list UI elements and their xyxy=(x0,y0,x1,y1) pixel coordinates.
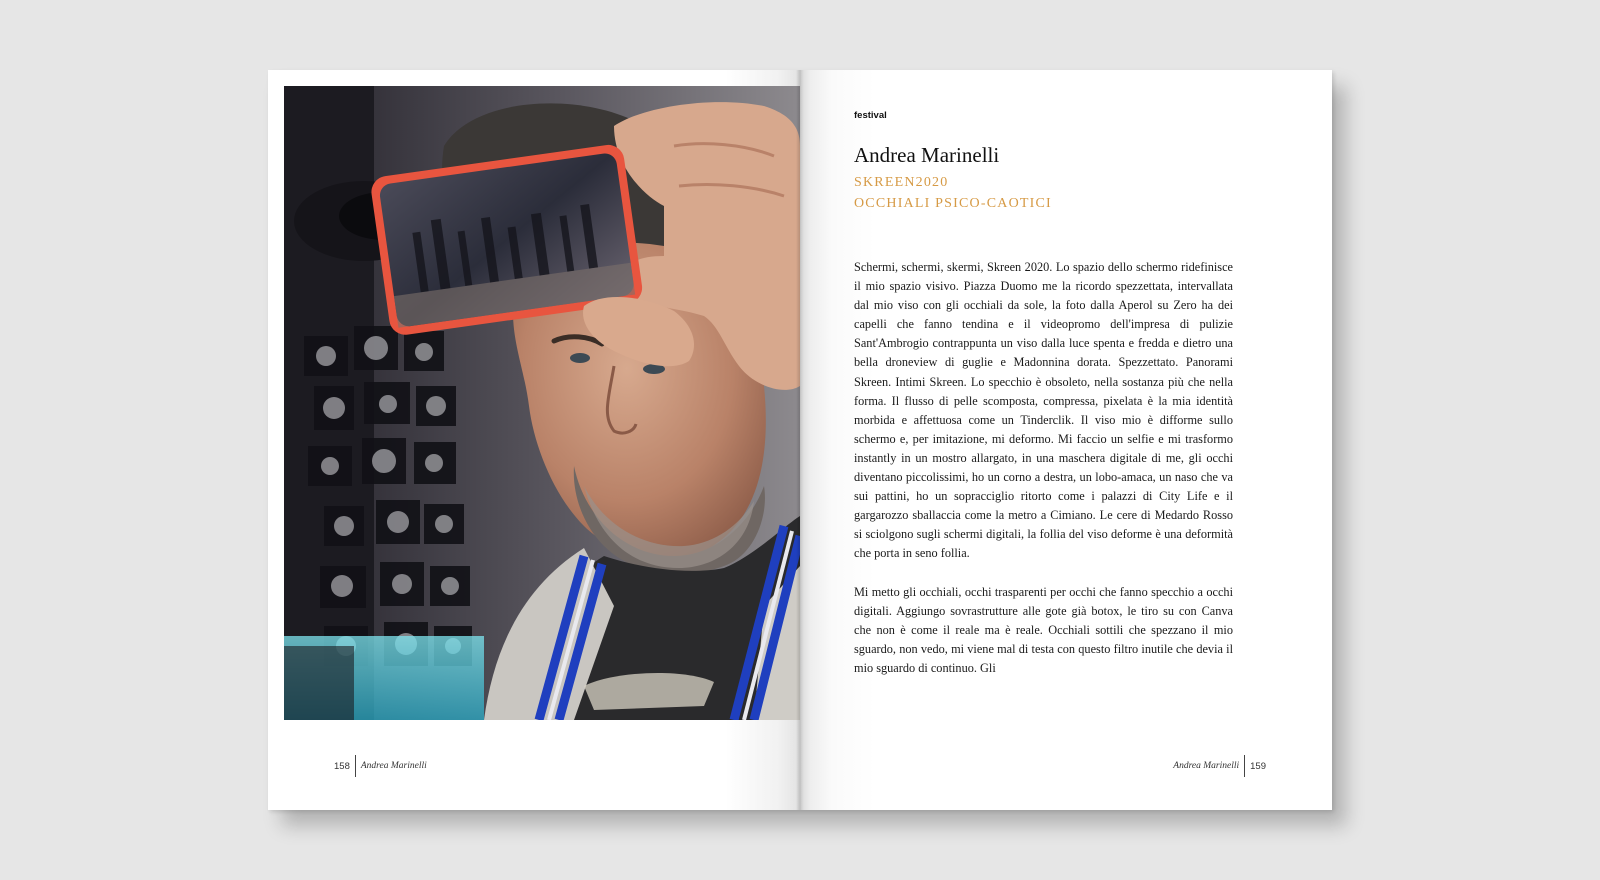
folio-right xyxy=(1173,755,1266,777)
section-label: festival xyxy=(854,110,887,121)
body-paragraph: Mi metto gli occhiali, occhi trasparenti per occhi che fanno specchio a occhi digitali. Aggiungo sovrastrutture alle gote già botox, le tiro su con Canva che non è come il reale ma è reale. Occhiali sottili che spezzano il mio sguardo, non vedo, mi viene mal di testa con questo filtro inutile che devia il mio sguardo di continuo. Gli xyxy=(854,584,1233,675)
left-page xyxy=(268,70,800,810)
article-author: Andrea Marinelli xyxy=(854,143,1000,167)
article-body xyxy=(854,258,1233,697)
running-header-author: Andrea Marinelli xyxy=(360,761,427,771)
open-book xyxy=(268,70,1332,810)
page-number: 158 xyxy=(334,760,350,772)
portrait-photo xyxy=(284,86,800,720)
subtitle-line-1: SKREEN2020 xyxy=(854,175,949,190)
page-number: 159 xyxy=(1250,760,1266,772)
folio-left xyxy=(334,755,427,777)
folio-divider xyxy=(355,755,356,777)
subtitle-line-2: OCCHIALI PSICO-CAOTICI xyxy=(854,196,1052,211)
folio-divider xyxy=(1244,755,1245,777)
article-subtitle xyxy=(854,172,1052,214)
body-paragraph: Schermi, schermi, skermi, Skreen 2020. Lo spazio dello schermo ridefinisce il mio spazio visivo. Piazza Duomo me la ricordo spezzettata, intervallata dal mio viso con gli occhiali da sole, la foto dalla Aperol su Zero ha dei capelli che fanno tendina e il videopromo dell'impresa di pulizie Sant'Ambrogio contrappunta un viso dalla luce spenta e fredda e dietro una bella droneview di guglie e Madonnina dorata. Spezzettato. Panorami Skreen. Intimi Skreen. Lo specchio è obsoleto, nella sostanza più che nella forma. Il flusso di pelle scomposta, compressa, pixelata è la mia identità morbida e affettuosa come un Tinderclik. Il viso mio è difforme sullo schermo e, per imitazione, mi deformo. Mi faccio un selfie e mi trasformo instantly in un mostro allargato, in una maschera digitale di me, gli occhi diventano piccolissimi, ho un corno a destra, un lobo-amaca, un naso che va sui pattini, ho un sopracciglio ritorto come i palazzi di City Life e il gargarozzo sballaccia come la metro a Cimiano. Le cere di Medardo Rosso si sciolgono sugli schermi digitali, la follia del viso deforme è una deformità che porta in seno follia. xyxy=(854,260,1233,561)
running-header-author: Andrea Marinelli xyxy=(1173,761,1240,771)
book-spine-shadow xyxy=(796,70,804,810)
